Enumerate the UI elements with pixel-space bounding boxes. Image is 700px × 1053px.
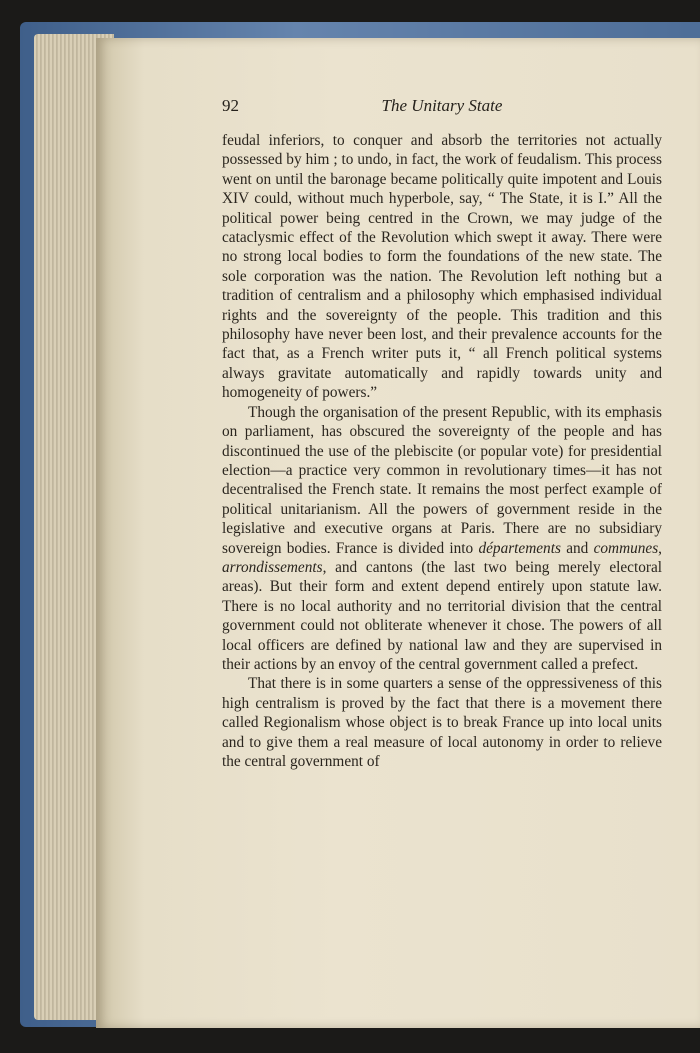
body-text — [222, 131, 662, 771]
term-communes: communes — [593, 539, 659, 557]
paragraph-2-text: , and cantons (the last two being merely electoral areas). But their form and extent depend entirely upon statute law. There is no local authority and no territorial division that the central government could not obliterate whenever it chose. The powers of all local officers are defined by national law and they are supervised in their actions by an envoy of the central government called a prefect. — [222, 558, 662, 673]
paragraph-2-text: Though the organisation of the present Republic, with its emphasis on parliament, has obscured the sovereignty of the people and has discontinued the use of the plebiscite (or popular vote) for presidential election—a practice very common in revolutionary times—it has not decentralised the French state. It remains the most perfect example of political unitarianism. All the powers of government reside in the legislative and executive organs at Paris. There are no subsidiary sovereign bodies. France is divided into — [222, 403, 662, 557]
term-departements: départements — [478, 539, 561, 557]
page-number: 92 — [222, 96, 239, 115]
paragraph-2-text: , — [658, 539, 662, 557]
running-title: The Unitary State — [381, 96, 503, 115]
paragraph-3: That there is in some quarters a sense of the oppressiveness of this high centralism is proved by the fact that there is a movement there called Regionalism whose object is to break France up into local units and to give them a real measure of local autonomy in order to relieve the central government of — [222, 675, 662, 770]
page-header — [222, 96, 662, 120]
paragraph-2-text: and — [560, 539, 594, 557]
term-arrondissements: arrondissements — [222, 558, 323, 576]
paragraph-1: feudal inferiors, to conquer and absorb the territories not actually possessed by him ; to undo, in fact, the work of feudalism. This process went on until the baronage became politically quite impotent and Louis XIV could, without much hyperbole, say, “ The State, it is I.” All the political power being centred in the Crown, we may judge of the cataclysmic effect of the Revolution which swept it away. There were no strong local bodies to form the foundations of the new state. The sole corporation was the nation. The Revolution left nothing but a tradition of centralism and a philosophy which emphasised individual rights and the sovereignty of the people. This tradition and this philosophy have never been lost, and their prevalence accounts for the fact that, as a French writer puts it, “ all French political systems always gravitate automatically and rapidly towards unity and homogeneity of powers.” — [222, 132, 662, 402]
paragraph-2 — [222, 403, 662, 675]
